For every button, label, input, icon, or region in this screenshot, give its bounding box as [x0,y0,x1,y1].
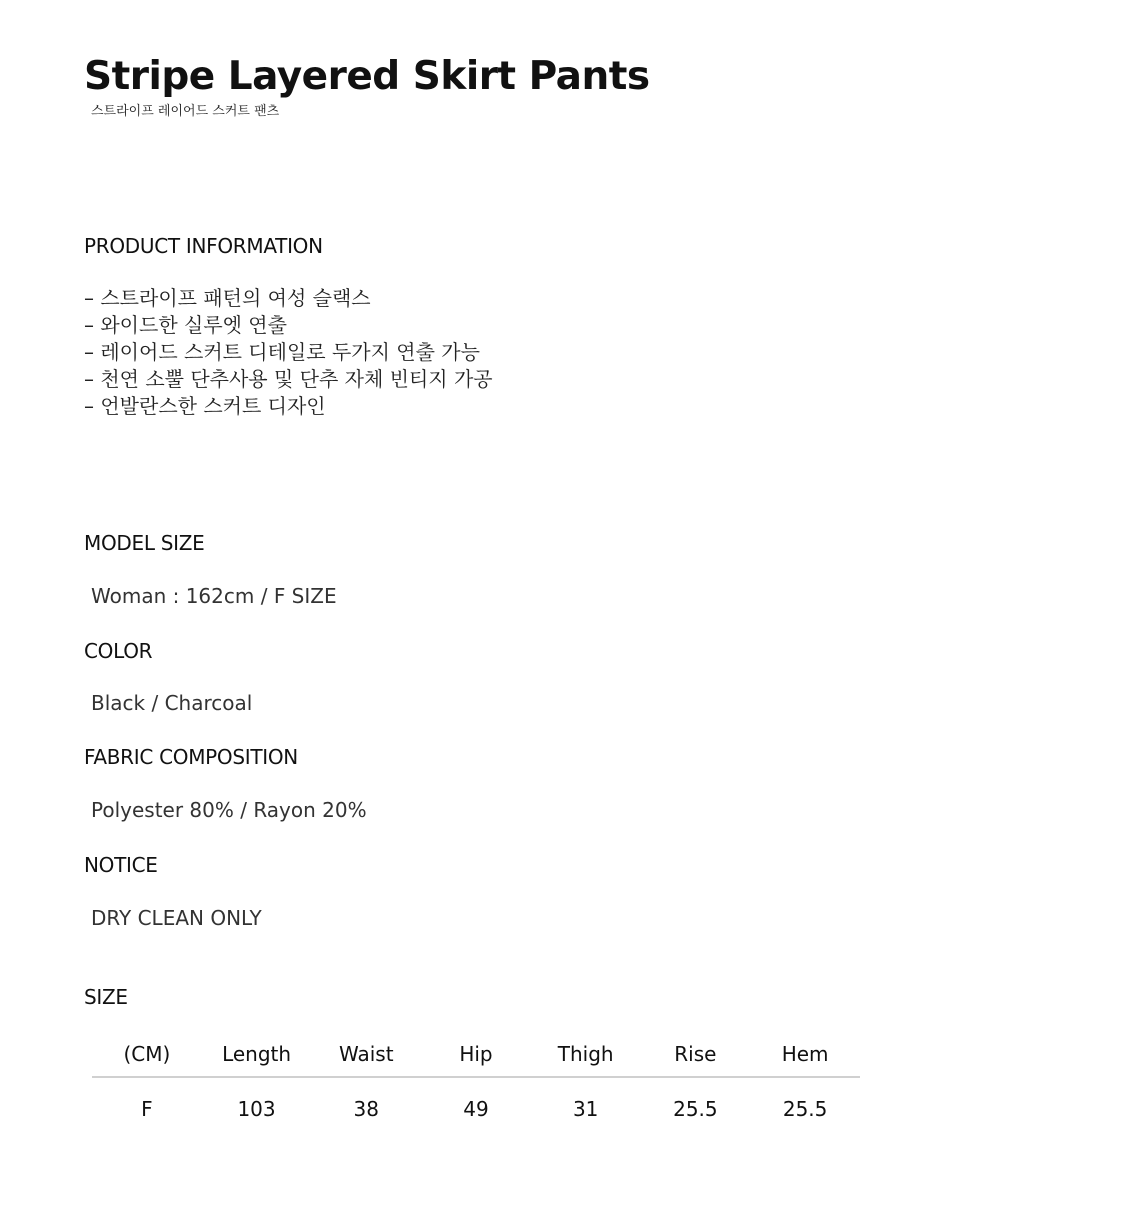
column-header-unit: (CM) [92,1032,202,1077]
column-header-hem: Hem [750,1032,860,1077]
column-header-hip: Hip [421,1032,531,1077]
cell-waist: 38 [353,1097,379,1121]
color-value: Black / Charcoal [91,691,253,715]
list-item: – 언발란스한 스커트 디자인 [84,394,326,418]
model-size-heading: MODEL SIZE [84,531,205,555]
notice-value: DRY CLEAN ONLY [91,906,262,930]
size-table [92,1032,860,1140]
column-header-waist: Waist [311,1032,421,1077]
cell-thigh: 31 [572,1097,599,1121]
product-information-heading: PRODUCT INFORMATION [84,234,323,258]
size-heading: SIZE [84,985,128,1009]
column-header-length: Length [202,1032,312,1077]
page-subtitle-korean: 스트라이프 레이어드 스커트 팬츠 [91,104,280,119]
table-row [92,1077,860,1140]
fabric-composition-heading: FABRIC COMPOSITION [84,745,298,769]
notice-heading: NOTICE [84,853,158,877]
list-item: – 레이어드 스커트 디테일로 두가지 연출 가능 [84,340,480,364]
list-item: – 스트라이프 패턴의 여성 슬랙스 [84,286,371,310]
model-size-value: Woman : 162cm / F SIZE [91,584,337,608]
fabric-composition-value: Polyester 80% / Rayon 20% [91,798,367,822]
color-heading: COLOR [84,639,153,663]
list-item: – 와이드한 실루엣 연출 [84,313,287,337]
list-item: – 천연 소뿔 단추사용 및 단추 자체 빈티지 가공 [84,367,493,391]
cell-size: F [141,1097,153,1121]
size-table-header-row [92,1032,860,1077]
column-header-rise: Rise [641,1032,751,1077]
column-header-thigh: Thigh [531,1032,641,1077]
page-title: Stripe Layered Skirt Pants [84,54,650,99]
cell-hip: 49 [463,1097,489,1121]
cell-hem: 25.5 [782,1097,828,1121]
cell-length: 103 [237,1097,276,1121]
cell-rise: 25.5 [673,1097,718,1121]
product-information-list [84,285,493,420]
